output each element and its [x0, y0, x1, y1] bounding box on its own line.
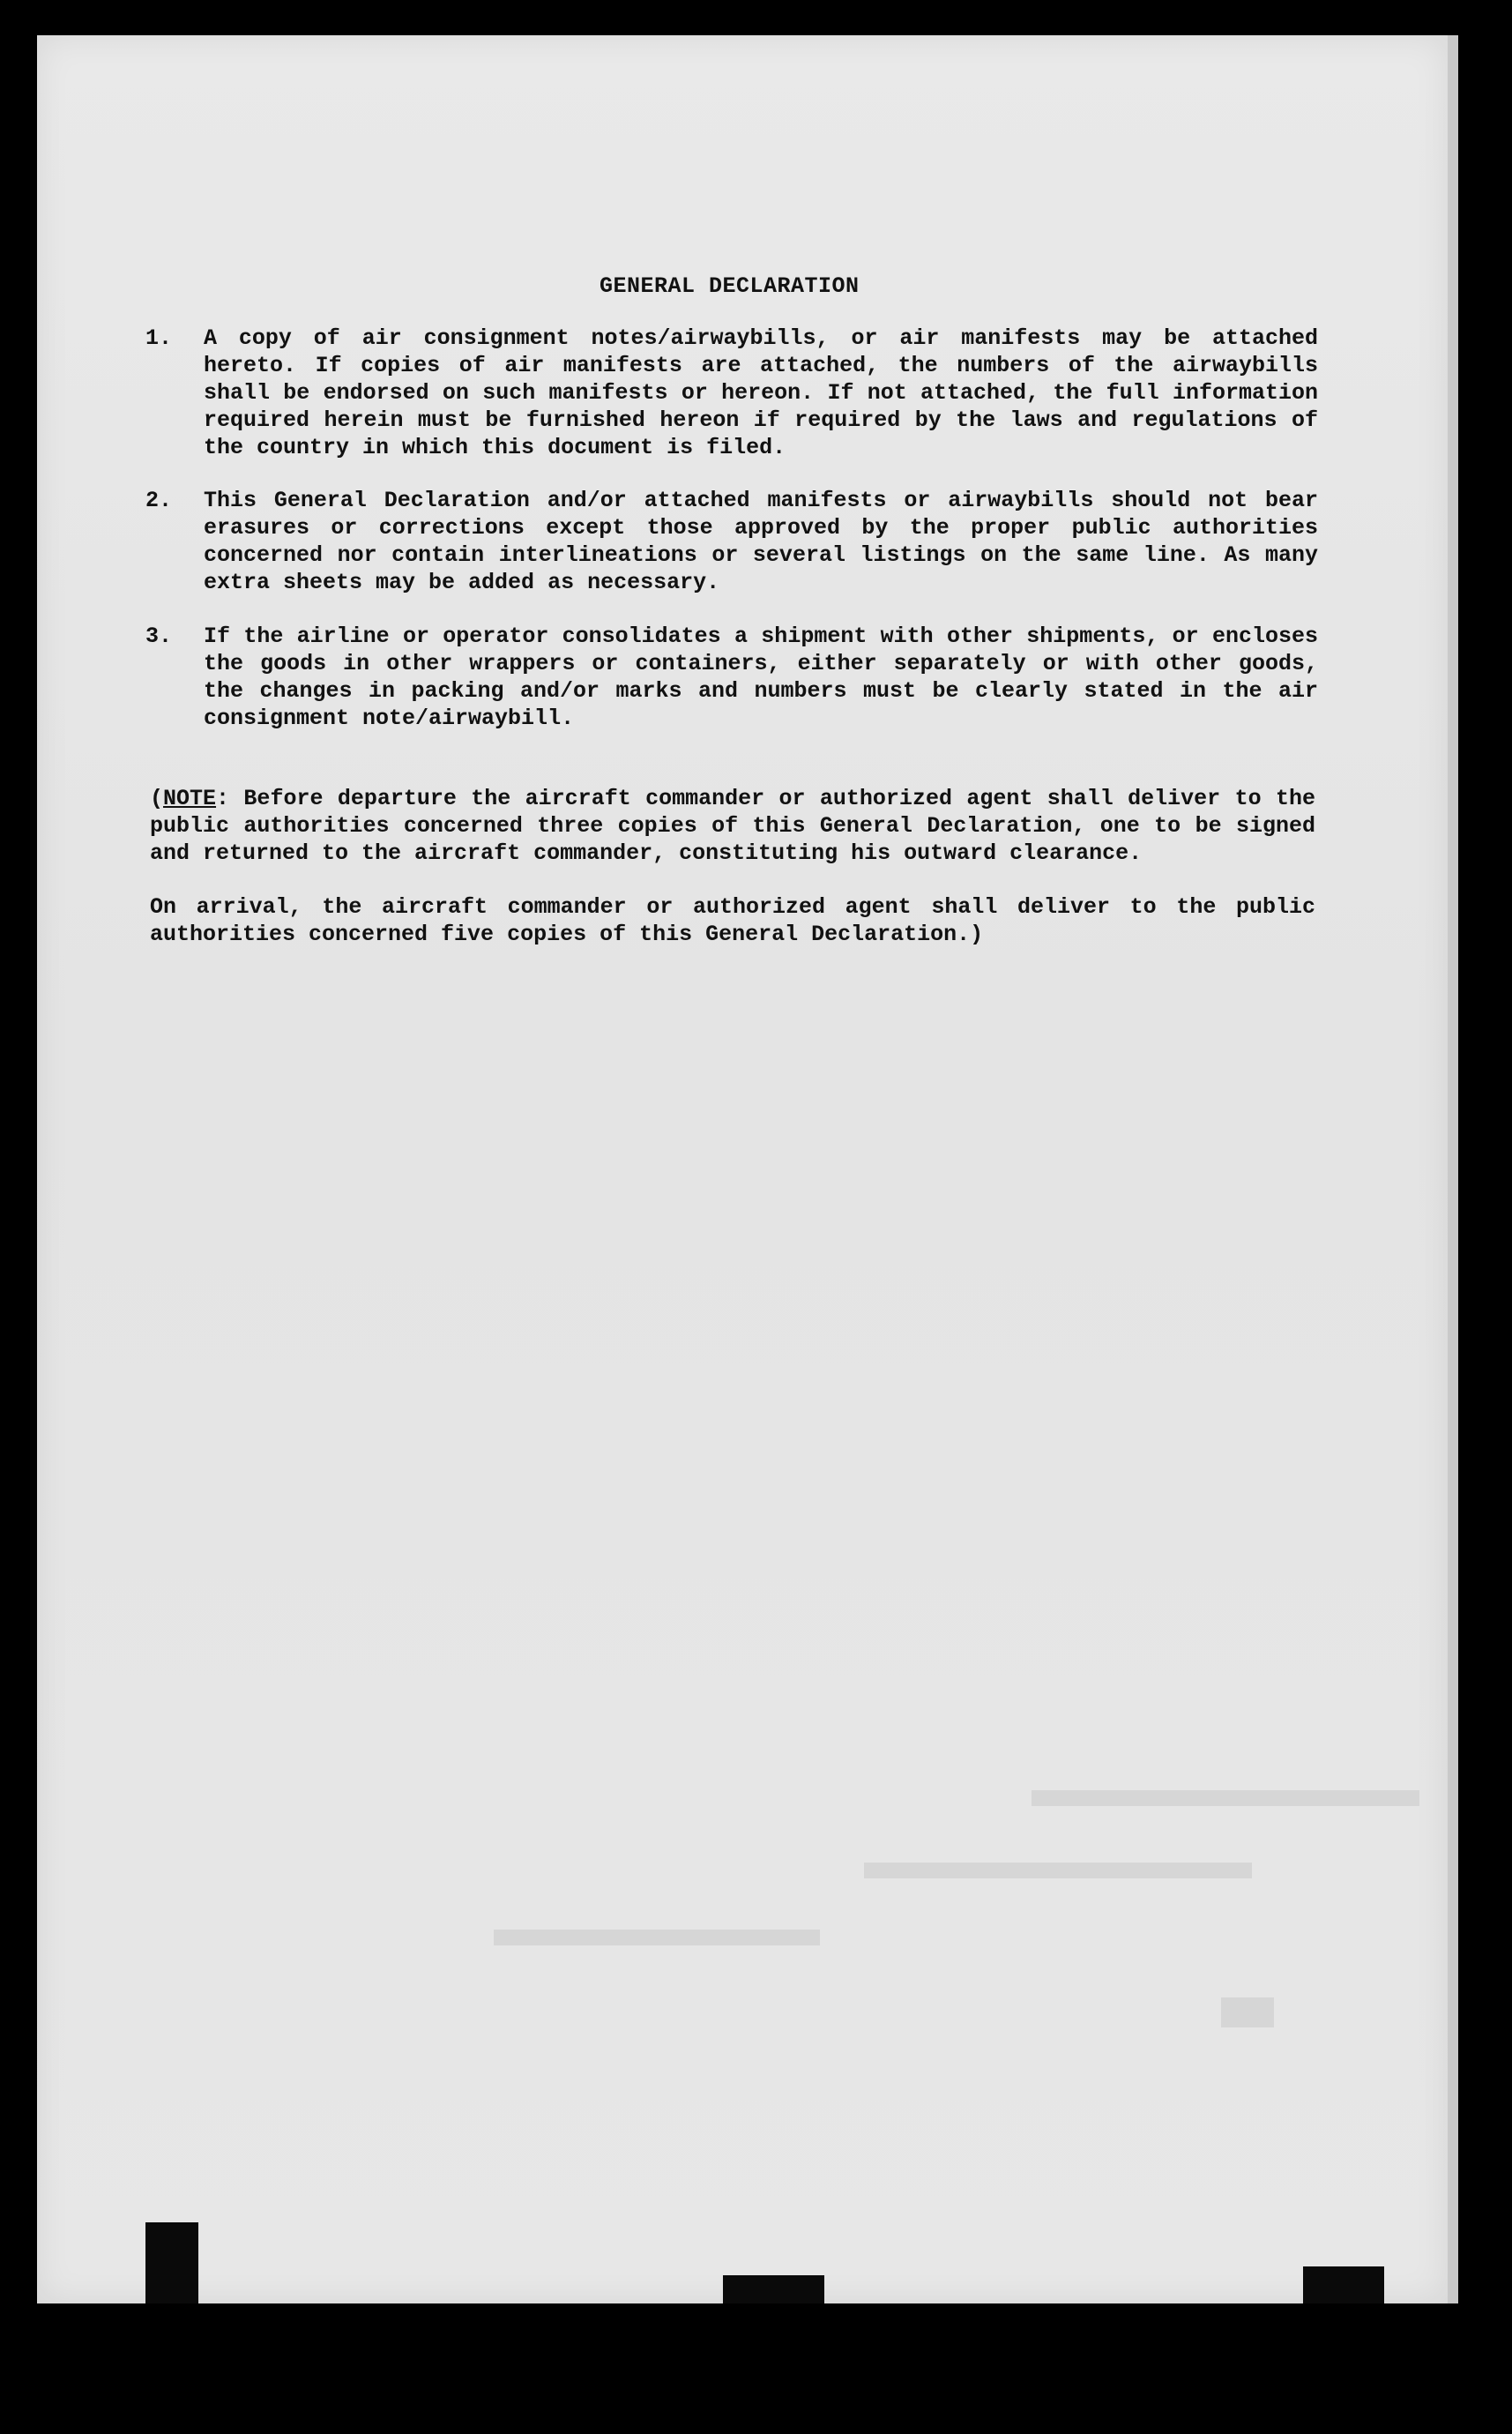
arrival-paragraph: On arrival, the aircraft commander or authorized agent shall deliver to the public authorities concerned five copies of this General Declaration.)	[150, 894, 1315, 947]
bleed-through-mark	[494, 1930, 820, 1945]
note-label: NOTE	[163, 786, 217, 811]
note-open-paren: (	[150, 786, 164, 811]
page-edge	[1448, 35, 1458, 2303]
bleed-through-mark	[1032, 1790, 1419, 1806]
item-number: 2.	[145, 488, 173, 513]
bleed-through-mark	[1221, 1997, 1274, 2027]
note-text: : Before departure the aircraft commander or authorized agent shall deliver to the public authorities concerned three copies of this General Declaration, one to be signed and returned to the aircraft commander, constituting his outward clearance.	[150, 786, 1315, 866]
list-item	[145, 325, 1318, 461]
binding-tab-left	[145, 2222, 198, 2303]
item-text: This General Declaration and/or attached manifests or airwaybills should not bear erasures or corrections except those approved by the proper public authorities concerned nor contain interlineations or several listings on the same line. As many extra sheets may be added as necessary.	[204, 488, 1318, 595]
item-text: If the airline or operator consolidates a shipment with other shipments, or encloses the goods in other wrappers or containers, either separately or with other goods, the changes in packing and/or marks and numbers must be clearly stated in the air consignment note/airwaybill.	[204, 623, 1318, 731]
list-item	[145, 487, 1318, 596]
list-item	[145, 623, 1318, 732]
page-title: GENERAL DECLARATION	[600, 273, 860, 299]
note-paragraph	[150, 785, 1315, 867]
item-text: A copy of air consignment notes/airwaybills, or air manifests may be attached hereto. If copies of air manifests are attached, the numbers of the airwaybills shall be endorsed on such manifests or hereon. If not attached, the full information required herein must be furnished hereon if required by the laws and regulations of the country in which this document is filed.	[204, 325, 1318, 460]
bleed-through-mark	[864, 1863, 1252, 1878]
binding-tab-center	[723, 2275, 824, 2303]
item-number: 1.	[145, 325, 173, 351]
item-number: 3.	[145, 623, 173, 649]
binding-tab-right	[1303, 2266, 1384, 2303]
